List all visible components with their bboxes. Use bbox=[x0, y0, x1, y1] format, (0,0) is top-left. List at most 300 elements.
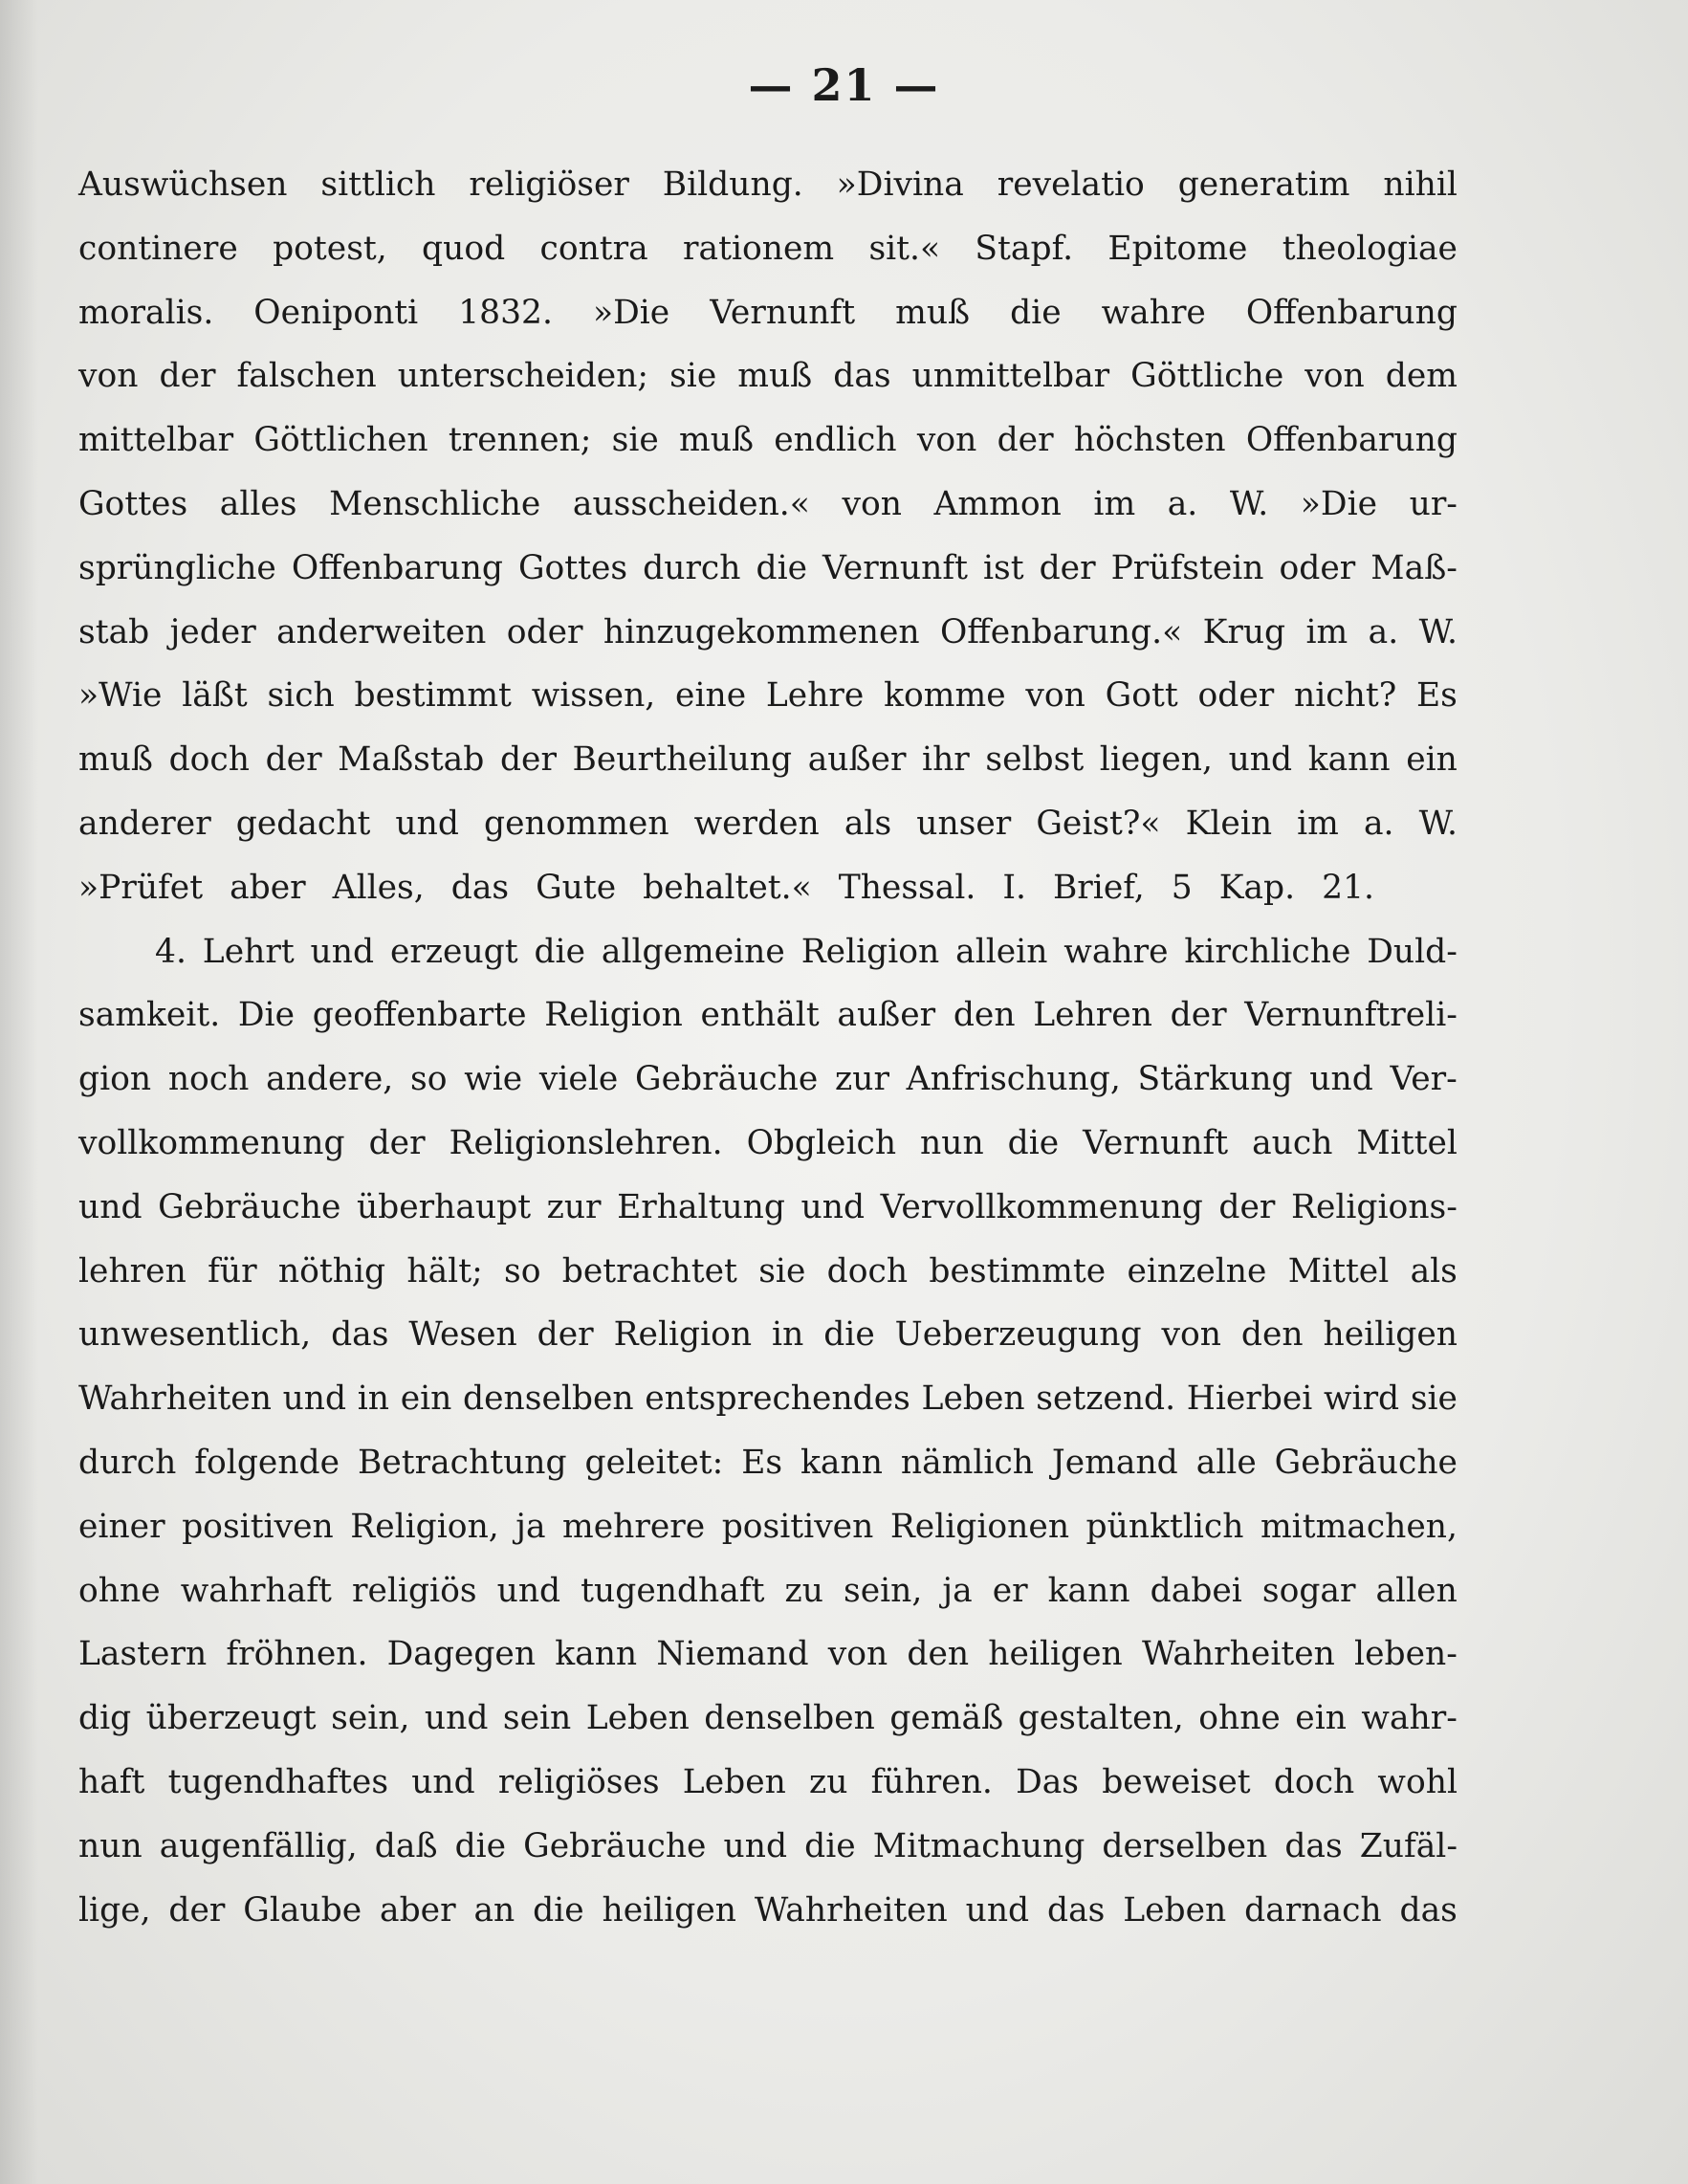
word: daß bbox=[374, 1826, 438, 1865]
word: Gebräuche bbox=[523, 1826, 707, 1865]
word: quod bbox=[422, 229, 506, 268]
word: ausscheiden.« bbox=[572, 484, 810, 523]
word: das bbox=[450, 868, 510, 907]
text-line bbox=[78, 1303, 1458, 1367]
word: die bbox=[534, 932, 586, 971]
word: leben- bbox=[1354, 1635, 1458, 1674]
word: bestimmte bbox=[929, 1251, 1107, 1291]
word: von bbox=[78, 357, 139, 396]
word: er bbox=[992, 1571, 1028, 1610]
word: rationem bbox=[683, 229, 835, 268]
word: das bbox=[331, 1315, 389, 1355]
word: Prüfstein bbox=[1110, 548, 1264, 587]
word: Duld- bbox=[1367, 932, 1458, 971]
text-line bbox=[78, 1048, 1458, 1112]
word: der bbox=[499, 740, 557, 780]
word: doch bbox=[168, 740, 250, 780]
word: und bbox=[1228, 740, 1293, 780]
word: Es bbox=[741, 1443, 783, 1482]
word: in bbox=[357, 1379, 390, 1419]
word: Bildung. bbox=[662, 165, 803, 204]
word: anderer bbox=[78, 804, 211, 843]
word: haft bbox=[78, 1762, 145, 1801]
word: wohl bbox=[1377, 1762, 1458, 1801]
word: sittlich bbox=[320, 165, 436, 204]
word: kann bbox=[800, 1443, 883, 1482]
word: Ammon bbox=[933, 484, 1062, 523]
word: das bbox=[1284, 1826, 1343, 1865]
word: potest, bbox=[273, 229, 387, 268]
word: ihr bbox=[922, 740, 970, 780]
word: der bbox=[159, 357, 216, 396]
word: dem bbox=[1385, 357, 1458, 396]
word: nämlich bbox=[900, 1443, 1034, 1482]
word: überzeugt bbox=[145, 1699, 317, 1738]
word: Es bbox=[1415, 676, 1458, 716]
word: zur bbox=[835, 1060, 889, 1099]
word: nun bbox=[920, 1123, 984, 1162]
word: die bbox=[533, 1890, 584, 1930]
word: positiven bbox=[182, 1507, 334, 1546]
word: beweiset bbox=[1102, 1762, 1251, 1801]
word: I. bbox=[1002, 868, 1026, 907]
word: wahr- bbox=[1361, 1699, 1458, 1738]
word: Jemand bbox=[1051, 1443, 1178, 1482]
word: außer bbox=[837, 996, 936, 1035]
word: eine bbox=[675, 676, 747, 716]
word: Religionen bbox=[889, 1507, 1070, 1546]
word: a. bbox=[1363, 804, 1394, 843]
word: das bbox=[1399, 1890, 1458, 1930]
word: Zufäl- bbox=[1359, 1826, 1458, 1865]
word: von bbox=[916, 421, 977, 460]
word: hinzugekommenen bbox=[603, 612, 920, 651]
word: wahre bbox=[1063, 932, 1169, 971]
word: Gottes bbox=[78, 484, 188, 523]
word: anderweiten bbox=[276, 612, 487, 651]
word: nihil bbox=[1383, 165, 1458, 204]
text-line bbox=[78, 1176, 1458, 1240]
word: hält; bbox=[406, 1251, 483, 1291]
word: kann bbox=[1047, 1571, 1130, 1610]
text-line bbox=[78, 153, 1458, 217]
word: ur- bbox=[1409, 484, 1458, 523]
word: Kap. bbox=[1218, 868, 1296, 907]
word: Niemand bbox=[656, 1635, 809, 1674]
word: gestalten, bbox=[1018, 1699, 1184, 1738]
word: sogar bbox=[1261, 1571, 1356, 1610]
word: Dagegen bbox=[386, 1635, 537, 1674]
word: muß bbox=[78, 740, 153, 780]
word: Oeniponti bbox=[253, 293, 419, 332]
word: Das bbox=[1016, 1762, 1080, 1801]
word: muß bbox=[737, 357, 813, 396]
word: höchsten bbox=[1073, 421, 1226, 460]
word: behaltet.« bbox=[643, 868, 812, 907]
word: zur bbox=[546, 1187, 602, 1226]
word: jeder bbox=[169, 612, 256, 651]
word: Brief, bbox=[1052, 868, 1145, 907]
word: sein, bbox=[331, 1699, 410, 1738]
word: an bbox=[473, 1890, 515, 1930]
word: die bbox=[454, 1826, 507, 1865]
word: und bbox=[424, 1699, 489, 1738]
word: Alles, bbox=[332, 868, 425, 907]
word: Religion bbox=[800, 932, 940, 971]
word: »Die bbox=[592, 293, 670, 332]
word: »Wie bbox=[78, 676, 163, 716]
word: der bbox=[368, 1123, 426, 1162]
word: Glaube bbox=[243, 1890, 362, 1930]
word: so bbox=[409, 1060, 448, 1099]
word: »Divina bbox=[836, 165, 964, 204]
word: religiös bbox=[351, 1571, 477, 1610]
word: a. bbox=[1167, 484, 1198, 523]
word: Offenbarung.« bbox=[940, 612, 1183, 651]
word: Hierbei bbox=[1186, 1379, 1313, 1419]
word: alle bbox=[1195, 1443, 1257, 1482]
word: ja bbox=[515, 1507, 546, 1546]
word: das bbox=[833, 357, 891, 396]
text-line bbox=[78, 1431, 1458, 1495]
word: viele bbox=[538, 1060, 619, 1099]
word: sprüngliche bbox=[78, 548, 276, 587]
word: Epitome bbox=[1107, 229, 1248, 268]
word: durch bbox=[78, 1443, 177, 1482]
word: durch bbox=[643, 548, 741, 587]
word: und bbox=[411, 1762, 475, 1801]
word: Ver- bbox=[1390, 1060, 1458, 1099]
word: sit.« bbox=[868, 229, 941, 268]
page-body bbox=[78, 153, 1458, 1942]
word: allein bbox=[955, 932, 1048, 971]
word: Maßstab bbox=[338, 740, 485, 780]
word: positiven bbox=[721, 1507, 874, 1546]
word: Wahrheiten bbox=[78, 1379, 272, 1419]
word: Klein bbox=[1185, 804, 1273, 843]
word: Gebräuche bbox=[158, 1187, 341, 1226]
word: und bbox=[965, 1890, 1030, 1930]
word: sie bbox=[1410, 1379, 1458, 1419]
word: in bbox=[772, 1315, 804, 1355]
word: allen bbox=[1375, 1571, 1458, 1610]
word: zu bbox=[809, 1762, 848, 1801]
word: die bbox=[804, 1826, 856, 1865]
word: geoffenbarte bbox=[312, 996, 527, 1035]
word: der bbox=[1170, 996, 1227, 1035]
word: wissen, bbox=[531, 676, 656, 716]
word: gemäß bbox=[889, 1699, 1004, 1738]
word: 1832. bbox=[458, 293, 553, 332]
word: oder bbox=[1279, 548, 1356, 587]
word: heiligen bbox=[1323, 1315, 1458, 1355]
word: Göttlichen bbox=[253, 421, 428, 460]
word: Auswüchsen bbox=[78, 165, 288, 204]
text-line bbox=[78, 1495, 1458, 1559]
word: falschen bbox=[236, 357, 377, 396]
word: der bbox=[1218, 1187, 1276, 1226]
word: und bbox=[723, 1826, 788, 1865]
word: selbst bbox=[985, 740, 1085, 780]
word: und bbox=[310, 932, 375, 971]
word: stab bbox=[78, 612, 150, 651]
word: Geist?« bbox=[1036, 804, 1161, 843]
word: Stapf. bbox=[975, 229, 1074, 268]
word: tugendhaftes bbox=[167, 1762, 389, 1801]
word: revelatio bbox=[997, 165, 1145, 204]
word: von bbox=[1304, 357, 1365, 396]
word: Göttliche bbox=[1130, 357, 1284, 396]
word: ist bbox=[982, 548, 1024, 587]
word: aber bbox=[230, 868, 306, 907]
word: continere bbox=[78, 229, 238, 268]
word: heiligen bbox=[602, 1890, 736, 1930]
word: Gebräuche bbox=[1274, 1443, 1458, 1482]
word: Leben bbox=[682, 1762, 786, 1801]
word: doch bbox=[826, 1251, 909, 1291]
word: Leben bbox=[585, 1699, 690, 1738]
word: Betrachtung bbox=[357, 1443, 567, 1482]
word: kann bbox=[1307, 740, 1391, 780]
text-line bbox=[78, 1367, 1458, 1431]
word: für bbox=[208, 1251, 257, 1291]
word: und bbox=[282, 1379, 347, 1419]
word: die bbox=[1007, 1123, 1060, 1162]
word: der bbox=[168, 1890, 226, 1930]
text-line bbox=[78, 473, 1458, 537]
word: Vernunft bbox=[1083, 1123, 1229, 1162]
word: ohne bbox=[78, 1571, 161, 1610]
word: Vernunftreli- bbox=[1244, 996, 1458, 1035]
text-line bbox=[78, 1879, 1458, 1943]
word: ein bbox=[400, 1379, 452, 1419]
word: Wahrheiten bbox=[754, 1890, 948, 1930]
word: auch bbox=[1252, 1123, 1333, 1162]
word: im bbox=[1305, 612, 1348, 651]
word: »Prüfet bbox=[78, 868, 204, 907]
word: doch bbox=[1273, 1762, 1355, 1801]
word: »Die bbox=[1300, 484, 1378, 523]
word: Erhaltung bbox=[617, 1187, 785, 1226]
word: Obgleich bbox=[746, 1123, 897, 1162]
text-line bbox=[78, 983, 1458, 1048]
word: Religions- bbox=[1290, 1187, 1458, 1226]
word: unterscheiden; bbox=[397, 357, 649, 396]
word: ein bbox=[1406, 740, 1458, 780]
word: der bbox=[1039, 548, 1096, 587]
word: komme bbox=[884, 676, 1006, 716]
word: setzend. bbox=[1036, 1379, 1176, 1419]
word: enthält bbox=[700, 996, 820, 1035]
paragraph-start-line bbox=[78, 920, 1458, 984]
word: generatim bbox=[1177, 165, 1350, 204]
word: mehrere bbox=[562, 1507, 706, 1546]
word: religiöser bbox=[469, 165, 629, 204]
word: Beurtheilung bbox=[572, 740, 793, 780]
page-edge-shadow bbox=[0, 0, 38, 2184]
word: vollkommenung bbox=[78, 1123, 345, 1162]
word: dabei bbox=[1150, 1571, 1242, 1610]
word: mittelbar bbox=[78, 421, 234, 460]
word: 4. bbox=[155, 932, 186, 971]
word: nun bbox=[78, 1826, 142, 1865]
word: Wesen bbox=[408, 1315, 517, 1355]
word: theologiae bbox=[1282, 229, 1458, 268]
word: wahrhaft bbox=[180, 1571, 332, 1610]
word: wahre bbox=[1101, 293, 1206, 332]
word: lige, bbox=[78, 1890, 151, 1930]
word: Religion, bbox=[350, 1507, 499, 1546]
word: oder bbox=[506, 612, 583, 651]
text-line bbox=[78, 1559, 1458, 1623]
word: wie bbox=[464, 1060, 523, 1099]
word: die bbox=[756, 548, 808, 587]
word: liegen, bbox=[1099, 740, 1213, 780]
word: Lehrt bbox=[202, 932, 295, 971]
word: ohne bbox=[1198, 1699, 1281, 1738]
word: kann bbox=[555, 1635, 638, 1674]
text-line bbox=[78, 1240, 1458, 1304]
word: andere, bbox=[266, 1060, 394, 1099]
word: betrachtet bbox=[561, 1251, 737, 1291]
word: noch bbox=[167, 1060, 250, 1099]
word: Vervollkommenung bbox=[880, 1187, 1203, 1226]
word: Offenbarung bbox=[1245, 421, 1458, 460]
word: contra bbox=[539, 229, 648, 268]
word: 5 bbox=[1171, 868, 1193, 907]
word: Religion bbox=[544, 996, 683, 1035]
word: sein, bbox=[843, 1571, 923, 1610]
word: und bbox=[496, 1571, 561, 1610]
word: aber bbox=[380, 1890, 456, 1930]
word: samkeit. bbox=[78, 996, 221, 1035]
word: allgemeine bbox=[601, 932, 785, 971]
text-line bbox=[78, 856, 1458, 920]
word: und bbox=[800, 1187, 866, 1226]
word: nöthig bbox=[277, 1251, 386, 1291]
word: trennen; bbox=[448, 421, 592, 460]
text-line bbox=[78, 537, 1458, 601]
word: wird bbox=[1324, 1379, 1400, 1419]
text-line bbox=[78, 792, 1458, 856]
word: Offenbarung bbox=[291, 548, 503, 587]
word: W. bbox=[1418, 612, 1458, 651]
word: führen. bbox=[870, 1762, 993, 1801]
word: Gute bbox=[536, 868, 617, 907]
text-line bbox=[78, 1112, 1458, 1176]
word: sie bbox=[758, 1251, 806, 1291]
word: unmittelbar bbox=[911, 357, 1110, 396]
word: außer bbox=[807, 740, 907, 780]
word: tugendhaft bbox=[581, 1571, 765, 1610]
word: ein bbox=[1295, 1699, 1347, 1738]
word: der bbox=[997, 421, 1054, 460]
word: pünktlich bbox=[1085, 1507, 1244, 1546]
word: sein bbox=[502, 1699, 572, 1738]
word: Leben bbox=[921, 1379, 1025, 1419]
word: fröhnen. bbox=[226, 1635, 368, 1674]
word: lehren bbox=[78, 1251, 186, 1291]
word: im bbox=[1093, 484, 1136, 523]
word: oder bbox=[1197, 676, 1275, 716]
word: dig bbox=[78, 1699, 132, 1738]
word: Wahrheiten bbox=[1141, 1635, 1335, 1674]
word: und bbox=[78, 1187, 142, 1226]
text-line bbox=[78, 344, 1458, 408]
word: derselben bbox=[1102, 1826, 1268, 1865]
text-line bbox=[78, 1622, 1458, 1687]
word: bestimmt bbox=[354, 676, 512, 716]
word: der bbox=[537, 1315, 594, 1355]
word: folgende bbox=[194, 1443, 340, 1482]
word: läßt bbox=[182, 676, 248, 716]
word: heiligen bbox=[988, 1635, 1123, 1674]
word: sich bbox=[267, 676, 335, 716]
word: erzeugt bbox=[389, 932, 518, 971]
page-number: — 21 — bbox=[748, 59, 940, 111]
word: und bbox=[395, 804, 459, 843]
word: endlich bbox=[774, 421, 897, 460]
word: Religion bbox=[613, 1315, 753, 1355]
word: den bbox=[953, 996, 1016, 1035]
word: der bbox=[265, 740, 322, 780]
word: und bbox=[1309, 1060, 1373, 1099]
text-line bbox=[78, 728, 1458, 792]
word: denselben bbox=[704, 1699, 875, 1738]
word: einzelne bbox=[1127, 1251, 1267, 1291]
word: einer bbox=[78, 1507, 165, 1546]
word: Krug bbox=[1202, 612, 1286, 651]
word: sie bbox=[669, 357, 717, 396]
word: Stärkung bbox=[1137, 1060, 1293, 1099]
word: unser bbox=[916, 804, 1012, 843]
word: als bbox=[1410, 1251, 1458, 1291]
word: Gebräuche bbox=[635, 1060, 819, 1099]
word: moralis. bbox=[78, 293, 214, 332]
word: Offenbarung bbox=[1245, 293, 1458, 332]
word: das bbox=[1047, 1890, 1106, 1930]
word: so bbox=[504, 1251, 541, 1291]
word: Mittel bbox=[1287, 1251, 1390, 1291]
word: Lehren bbox=[1033, 996, 1152, 1035]
word: gedacht bbox=[235, 804, 371, 843]
text-line bbox=[78, 1687, 1458, 1751]
word: die bbox=[1010, 293, 1062, 332]
word: Anfrischung, bbox=[906, 1060, 1121, 1099]
word: überhaupt bbox=[356, 1187, 532, 1226]
word: religiöses bbox=[497, 1762, 660, 1801]
word: muß bbox=[679, 421, 755, 460]
word: nicht? bbox=[1294, 676, 1397, 716]
word: W. bbox=[1418, 804, 1458, 843]
word: geleitet: bbox=[584, 1443, 724, 1482]
word: zu bbox=[784, 1571, 823, 1610]
word: W. bbox=[1229, 484, 1269, 523]
word: Lastern bbox=[78, 1635, 208, 1674]
word: genommen bbox=[483, 804, 669, 843]
word: die bbox=[823, 1315, 875, 1355]
word: Lehre bbox=[765, 676, 865, 716]
word: sie bbox=[611, 421, 659, 460]
word: Thessal. bbox=[838, 868, 976, 907]
word: als bbox=[844, 804, 892, 843]
text-line bbox=[78, 408, 1458, 473]
word: darnach bbox=[1244, 1890, 1382, 1930]
word: entsprechendes bbox=[645, 1379, 910, 1419]
word: a. bbox=[1368, 612, 1399, 651]
text-line bbox=[78, 601, 1458, 665]
text-line bbox=[78, 664, 1458, 728]
